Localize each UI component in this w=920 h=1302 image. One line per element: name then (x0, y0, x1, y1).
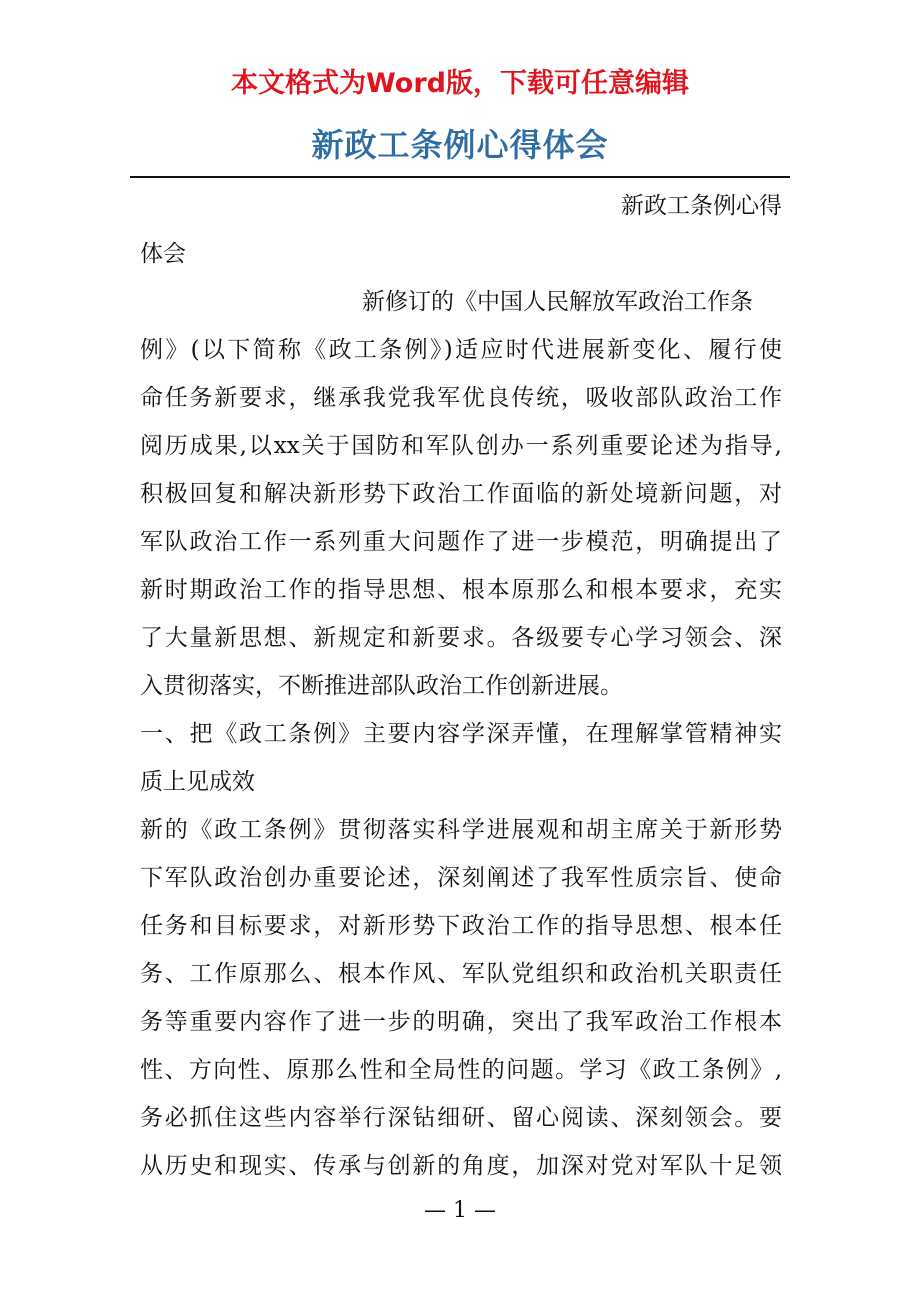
text-line: 命任务新要求，继承我党我军优良传统，吸收部队政治工作 (140, 385, 782, 411)
text-line: 了大量新思想、新规定和新要求。各级要专心学习领会、深 (140, 625, 782, 651)
text-line: 性、方向性、原那么性和全局性的问题。学习《政工条例》, (140, 1057, 782, 1083)
text-line: 新修订的《中国人民解放军政治工作条 (362, 289, 753, 315)
section-heading-line: 一、把《政工条例》主要内容学深弄懂，在理解掌管精神实 (140, 721, 782, 747)
text-line: 例》(以下简称《政工条例》)适应时代进展新变化、履行使 (140, 337, 782, 363)
text-line: 军队政治工作一系列重大问题作了进一步模范，明确提出了 (140, 529, 782, 555)
title-divider (130, 176, 790, 178)
heading-line: 新政工条例心得 (621, 193, 782, 219)
text-line: 阅历成果,以xx关于国防和军队创办一系列重要论述为指导, (140, 433, 782, 459)
text-line: 下军队政治创办重要论述，深刻阐述了我军性质宗旨、使命 (140, 865, 782, 891)
text-line: 新时期政治工作的指导思想、根本原那么和根本要求，充实 (140, 577, 782, 603)
document-title: 新政工条例心得体会 (311, 126, 609, 164)
text-line: 从历史和现实、传承与创新的角度，加深对党对军队十足领 (140, 1153, 782, 1179)
format-notice-banner: 本文格式为Word版，下载可任意编辑 (230, 68, 689, 99)
text-line: 任务和目标要求，对新形势下政治工作的指导思想、根本任 (140, 913, 782, 939)
text-line: 务等重要内容作了进一步的明确，突出了我军政治工作根本 (140, 1009, 782, 1035)
document-body (140, 182, 782, 1190)
text-line: 入贯彻落实，不断推进部队政治工作创新进展。 (140, 673, 623, 699)
page-number: — 1 — (424, 1198, 496, 1223)
text-line: 新的《政工条例》贯彻落实科学进展观和胡主席关于新形势 (140, 817, 782, 843)
text-line: 务、工作原那么、根本作风、军队党组织和政治机关职责任 (140, 961, 782, 987)
heading-line: 体会 (140, 241, 186, 267)
text-line: 积极回复和解决新形势下政治工作面临的新处境新问题，对 (140, 481, 782, 507)
text-line: 务必抓住这些内容举行深钻细研、留心阅读、深刻领会。要 (140, 1105, 782, 1131)
section-heading-line: 质上见成效 (140, 769, 255, 795)
